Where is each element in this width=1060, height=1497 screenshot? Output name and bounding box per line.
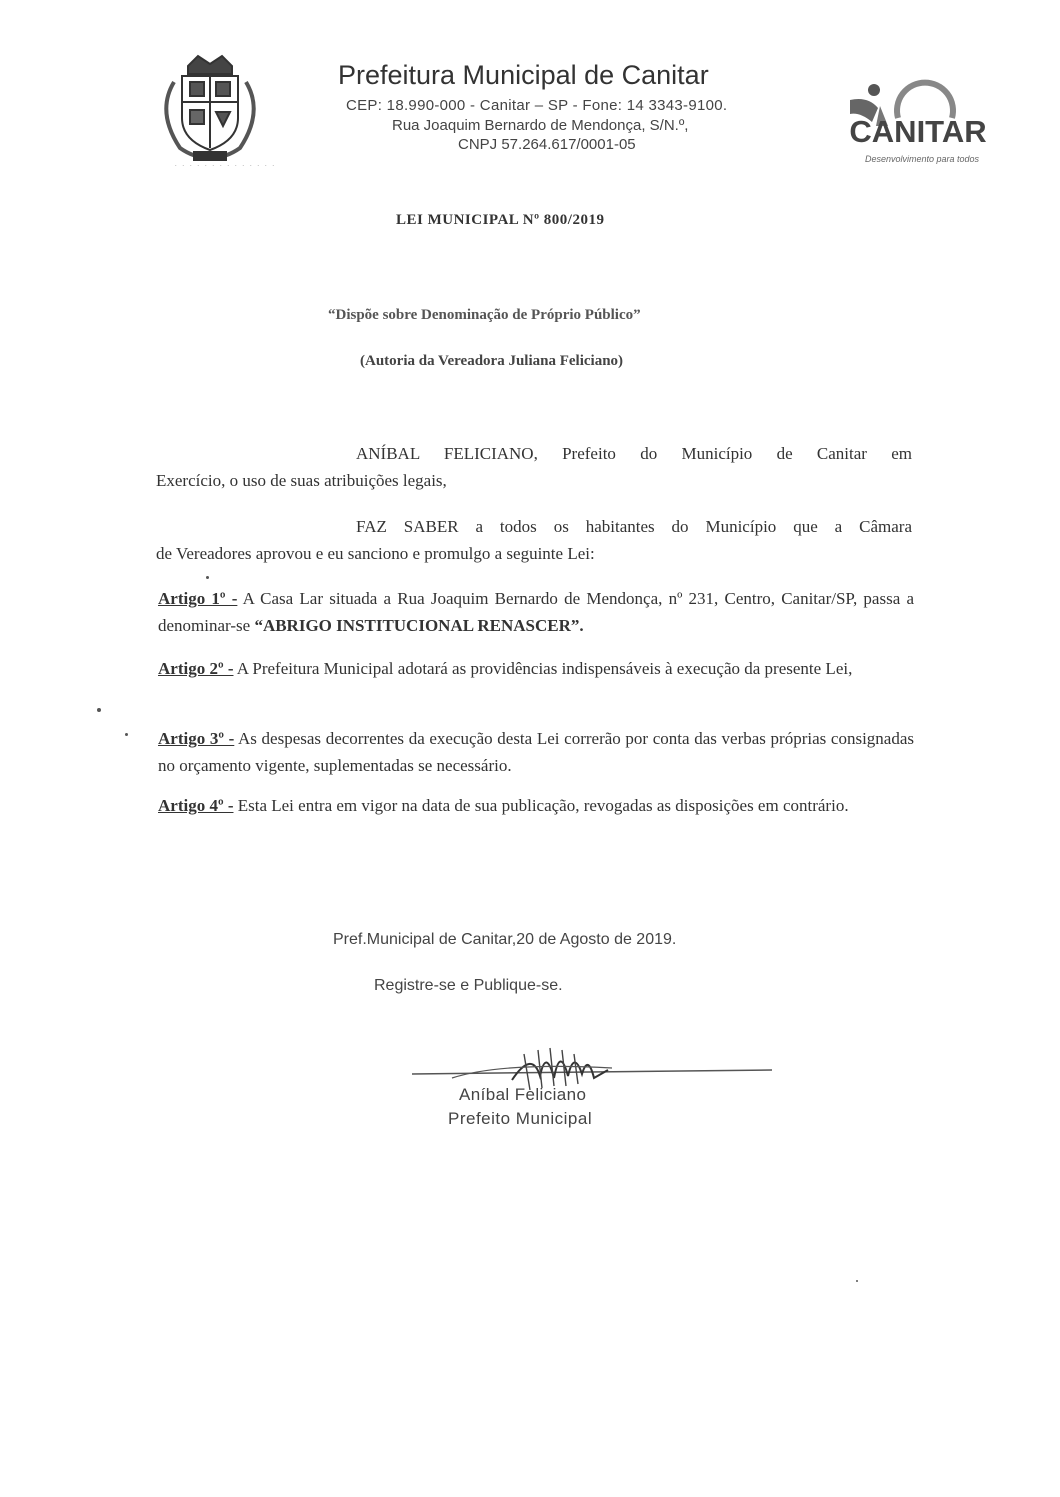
- intro-paragraph-line: Exercício, o uso de suas atribuições legais,: [156, 471, 447, 490]
- article-label: Artigo 2º -: [158, 659, 234, 678]
- intro-paragraph-line: ANÍBAL FELICIANO, Prefeito do Município de Canitar em: [356, 444, 912, 463]
- law-title: LEI MUNICIPAL Nº 800/2019: [396, 212, 605, 228]
- closing-place-date: Pref.Municipal de Canitar,20 de Agosto de 2019.: [333, 931, 677, 948]
- article-3: [158, 725, 914, 779]
- scan-speck: [97, 708, 101, 712]
- signatory-role: Prefeito Municipal: [448, 1109, 593, 1128]
- article-label: Artigo 4º -: [158, 796, 234, 815]
- intro-paragraph: [156, 440, 912, 494]
- article-emphasis: “ABRIGO INSTITUCIONAL RENASCER”.: [254, 616, 584, 635]
- article-text: A Prefeitura Municipal adotará as providências indispensáveis à execução da presente Lei,: [233, 659, 853, 678]
- law-authorship: (Autoria da Vereadora Juliana Feliciano): [360, 353, 624, 369]
- article-text: Esta Lei entra em vigor na data de sua publicação, revogadas as disposições em contrário.: [233, 796, 849, 815]
- article-label: Artigo 3º -: [158, 729, 235, 748]
- scan-speck: [206, 576, 209, 579]
- crest-caption: · · · · · · · · · · · · · ·: [174, 160, 276, 170]
- article-1: [158, 585, 914, 639]
- scan-speck: [125, 733, 128, 736]
- enactment-paragraph-line: de Vereadores aprovou e eu sanciono e promulgo a seguinte Lei:: [156, 544, 595, 563]
- article-2: [158, 655, 914, 682]
- logo-tagline: Desenvolvimento para todos: [864, 154, 980, 164]
- enactment-paragraph: [156, 513, 912, 567]
- header-cep-line: CEP: 18.990-000 - Canitar – SP - Fone: 14 3343-9100.: [346, 97, 728, 114]
- article-4: [158, 792, 914, 819]
- header-address-line: Rua Joaquim Bernardo de Mendonça, S/N.º,: [392, 117, 689, 134]
- article-label: Artigo 1º -: [158, 589, 238, 608]
- scan-speck: [856, 1280, 858, 1282]
- law-subject: “Dispõe sobre Denominação de Próprio Público”: [328, 307, 641, 323]
- canitar-logo-icon: [828, 78, 1008, 178]
- article-text: As despesas decorrentes da execução desta Lei correrão por conta das verbas próprias consignadas no orçamento vigente, suplementadas se necessário.: [158, 729, 914, 775]
- header-cnpj-line: CNPJ 57.264.617/0001-05: [458, 136, 636, 153]
- article-text: A Casa Lar situada a Rua Joaquim Bernardo de Mendonça, nº 231, Centro, Canitar/SP, passa a denominar-se: [158, 589, 914, 635]
- municipal-crest-icon: [150, 52, 270, 164]
- signatory-name: Aníbal Feliciano: [459, 1085, 587, 1104]
- enactment-paragraph-line: FAZ SABER a todos os habitantes do Município que a Câmara: [356, 517, 912, 536]
- register-publish-line: Registre-se e Publique-se.: [374, 977, 563, 994]
- logo-wordmark: CANITAR: [849, 114, 987, 149]
- org-name: Prefeitura Municipal de Canitar: [338, 60, 709, 90]
